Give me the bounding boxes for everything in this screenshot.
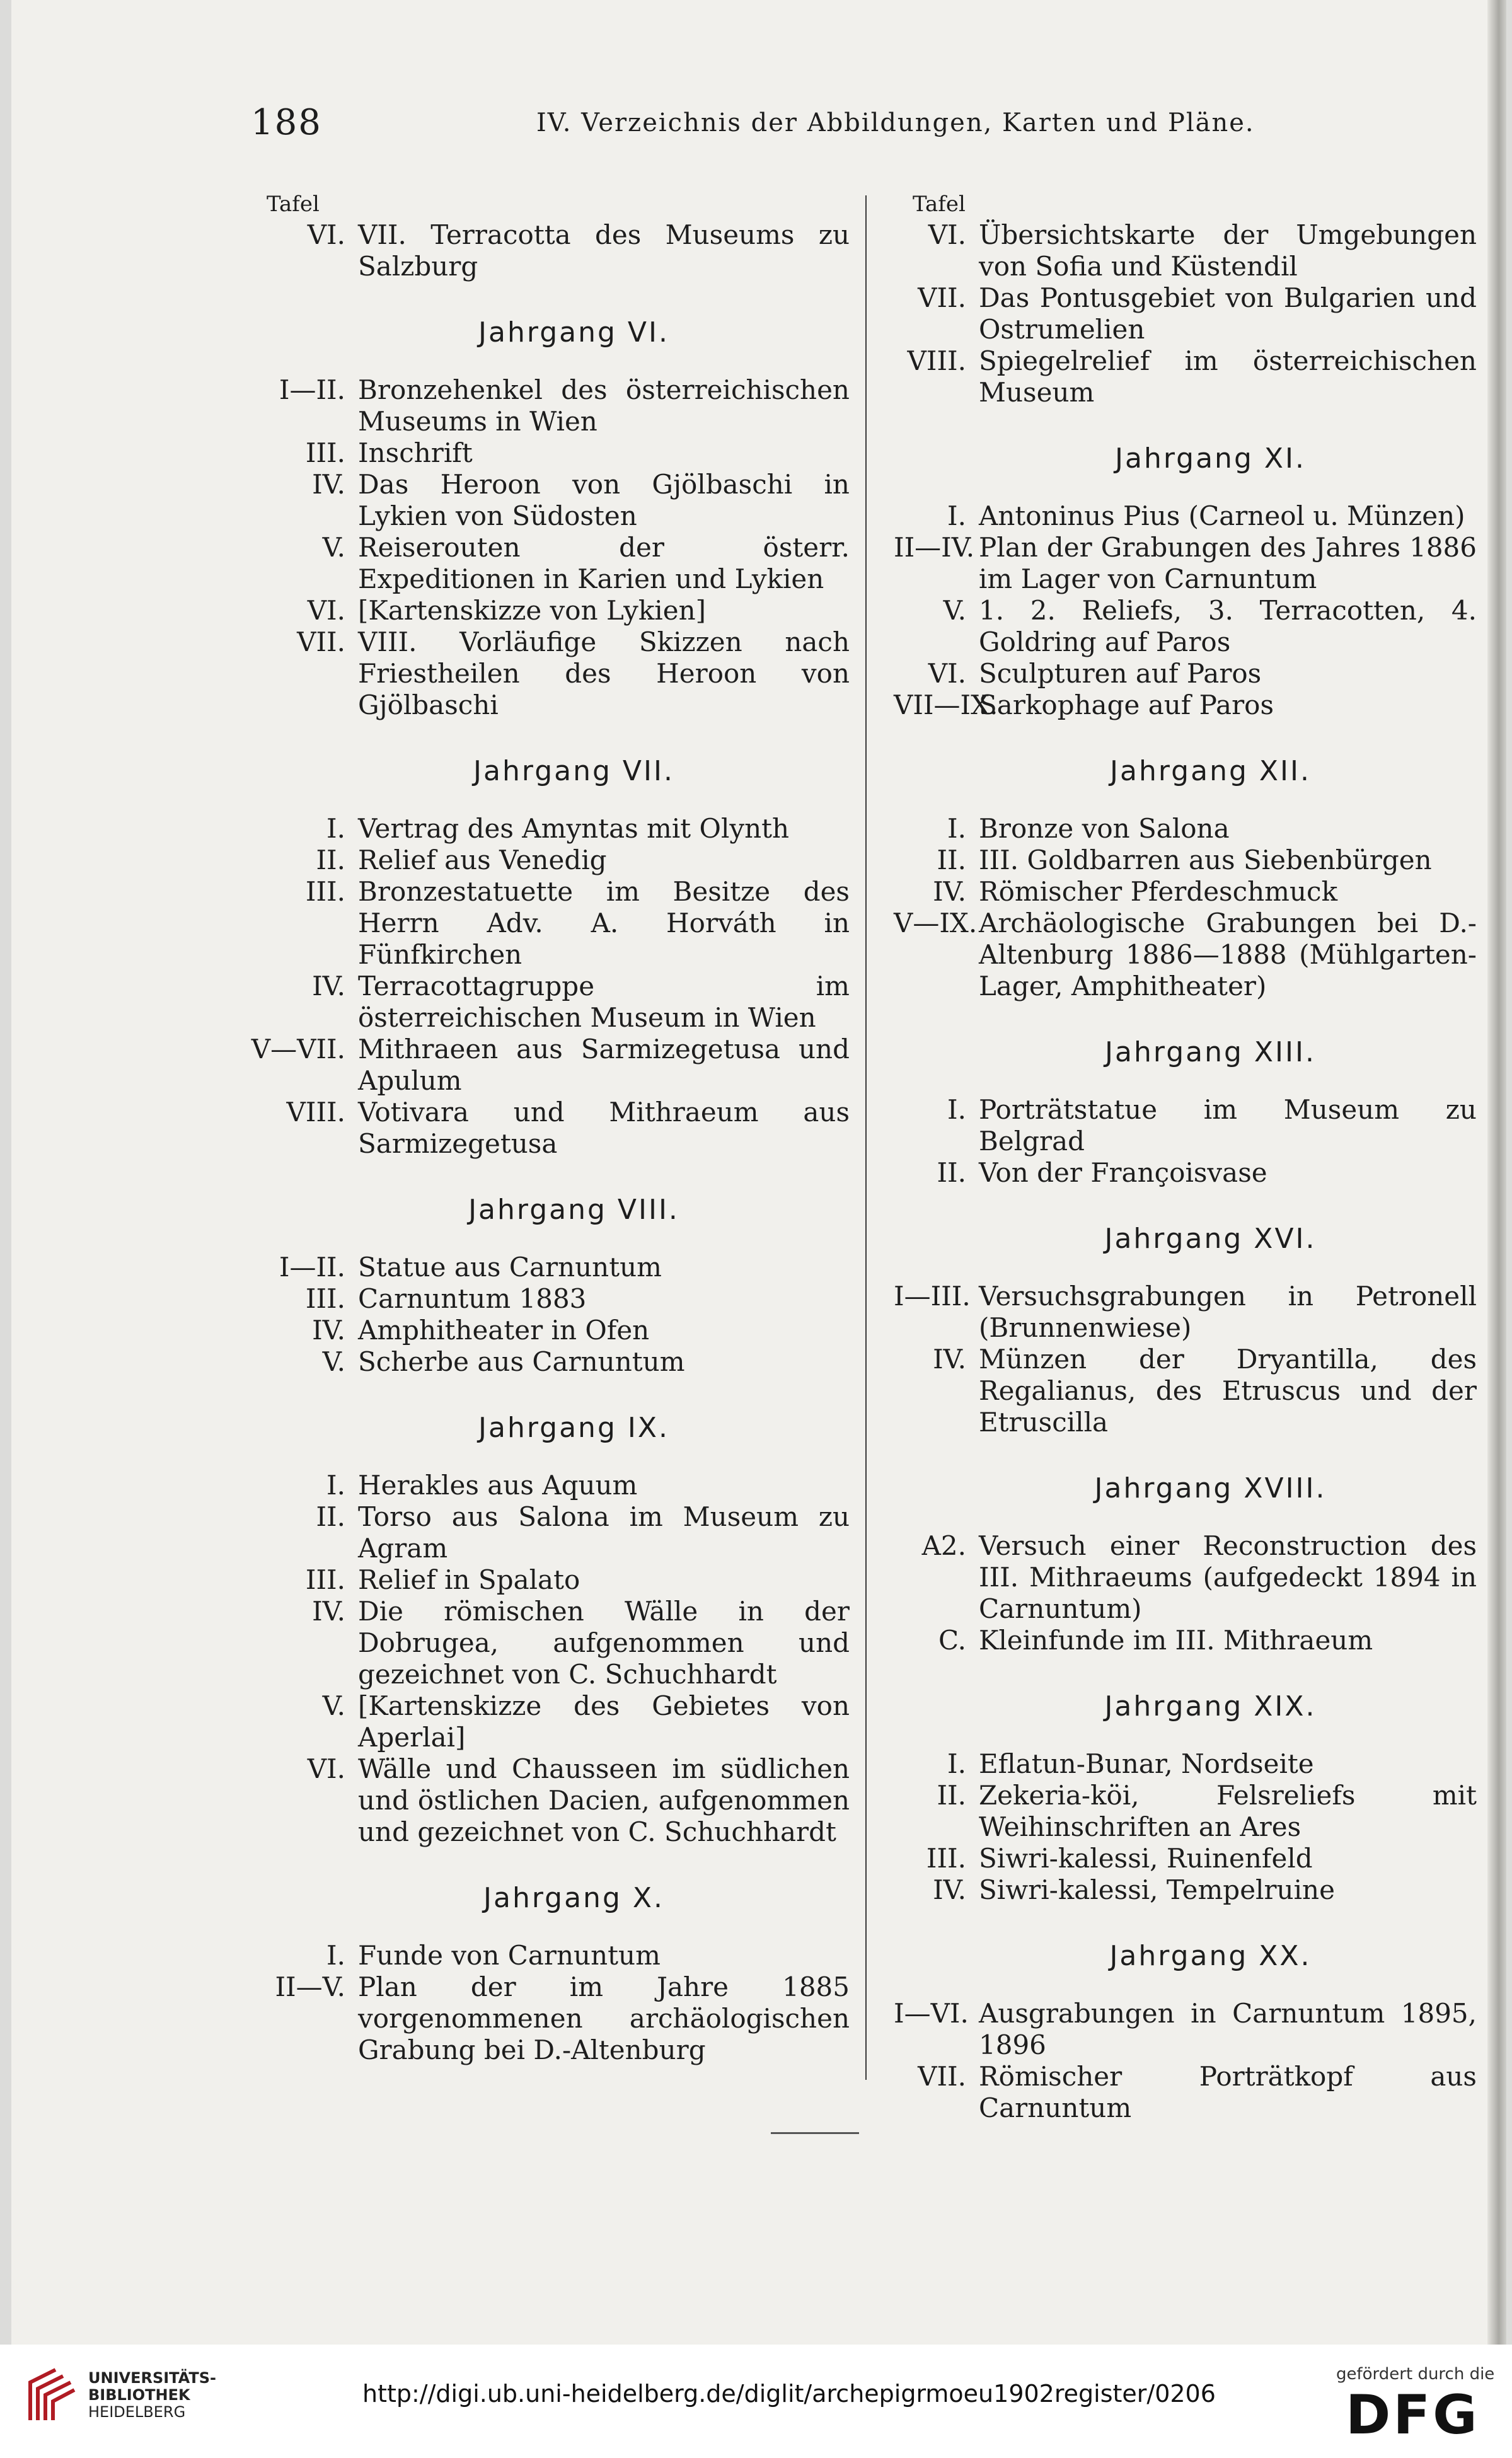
section-heading: Jahrgang VIII. — [468, 1194, 679, 1226]
plate-entry — [248, 971, 850, 1034]
plate-entry — [248, 1097, 850, 1160]
funding-label: gefördert durch die — [1336, 2365, 1495, 2384]
running-title: IV. Verzeichnis der Abbildungen, Karten und Pläne. — [536, 108, 1255, 137]
plate-entry — [248, 1971, 850, 2066]
section-heading: Jahrgang VI. — [478, 316, 669, 349]
plate-entry — [248, 1940, 850, 1971]
plate-number: VII. — [918, 282, 966, 313]
plate-entry — [894, 1281, 1477, 1344]
plate-title: Übersichtskarte der Umgebungen von Sofia und Küstendil — [979, 219, 1477, 282]
plate-number: VI. — [307, 595, 345, 626]
plate-title: VII. Terracotta des Museums zu Salzburg — [358, 219, 850, 282]
plate-entry — [894, 845, 1477, 876]
plate-entry — [894, 1344, 1477, 1438]
plate-number: C. — [938, 1625, 966, 1656]
plate-title: Sarkophage auf Paros — [979, 690, 1274, 720]
plate-title: Wälle und Chausseen im südlichen und östlichen Dacien, aufgenommen und gezeichnet von C. Schuchhardt — [358, 1753, 850, 1847]
plate-entry — [894, 1157, 1477, 1189]
plate-number: VI. — [307, 1753, 345, 1784]
library-logo-icon — [18, 2363, 81, 2426]
plate-entry — [894, 1998, 1477, 2061]
plate-number: III. — [305, 437, 345, 468]
running-head — [251, 95, 1480, 151]
plate-title: Porträtstatue im Museum zu Belgrad — [979, 1094, 1477, 1157]
plate-number: VIII. — [907, 345, 966, 376]
plate-number: II. — [937, 1157, 966, 1188]
plate-number: I. — [326, 1470, 345, 1501]
plate-title: Versuchsgrabungen in Petronell (Brunnenwiese) — [979, 1281, 1477, 1343]
right-column — [894, 189, 1477, 2124]
plate-title: Carnuntum 1883 — [358, 1283, 587, 1314]
plate-number: VII—IX. — [894, 690, 998, 720]
plate-title: Spiegelrelief im österreichischen Museum — [979, 345, 1477, 408]
plate-title: 1. 2. Reliefs, 3. Terracotten, 4. Goldring auf Paros — [979, 595, 1477, 657]
plate-title: Amphitheater in Ofen — [358, 1315, 650, 1346]
plate-number: IV. — [933, 1874, 966, 1905]
plate-number: III. — [926, 1843, 966, 1874]
plate-title: Inschrift — [358, 437, 473, 468]
page-number: 188 — [251, 102, 322, 143]
plate-entry — [248, 1564, 850, 1596]
plate-entry — [894, 345, 1477, 408]
tafel-label: Tafel — [913, 192, 966, 217]
section-heading: Jahrgang XVIII. — [1094, 1472, 1327, 1504]
plate-title: Ausgrabungen in Carnuntum 1895, 1896 — [979, 1998, 1477, 2060]
page-edge — [1487, 0, 1506, 2345]
plate-number: I. — [947, 1748, 966, 1779]
plate-number: A2. — [921, 1530, 966, 1561]
plate-entry — [248, 1753, 850, 1848]
plate-title: Plan der im Jahre 1885 vorgenommenen archäologischen Grabung bei D.-Altenburg — [358, 1971, 850, 2065]
plate-entry — [248, 219, 850, 282]
plate-entry — [248, 1346, 850, 1378]
plate-number: III. — [305, 1283, 345, 1314]
plate-number: VIII. — [286, 1097, 345, 1128]
plate-title: [Kartenskizze des Gebietes von Aperlai] — [358, 1690, 850, 1753]
plate-title: Eflatun-Bunar, Nordseite — [979, 1748, 1314, 1779]
plate-number: VII. — [918, 2061, 966, 2092]
plate-entry — [248, 845, 850, 876]
plate-title: Siwri-kalessi, Tempelruine — [979, 1874, 1335, 1905]
plate-title: Römischer Pferdeschmuck — [979, 876, 1338, 907]
left-column — [248, 189, 850, 2066]
plate-title: Relief in Spalato — [358, 1564, 580, 1595]
plate-title: Römischer Porträtkopf aus Carnuntum — [979, 2061, 1477, 2123]
column-divider — [865, 195, 867, 2080]
plate-number: I—II. — [279, 374, 345, 405]
plate-entry — [248, 626, 850, 721]
plate-number: VI. — [928, 658, 966, 689]
plate-entry — [248, 876, 850, 971]
plate-entry — [894, 219, 1477, 282]
permalink-url[interactable]: http://digi.ub.uni-heidelberg.de/diglit/archepigrmoeu1902register/0206 — [362, 2380, 1216, 2408]
section-heading: Jahrgang XIII. — [1105, 1036, 1316, 1068]
section-heading: Jahrgang XII. — [1110, 755, 1311, 787]
plate-number: I. — [947, 813, 966, 844]
plate-entry — [894, 813, 1477, 845]
plate-title: Scherbe aus Carnuntum — [358, 1346, 685, 1377]
plate-number: I. — [326, 813, 345, 844]
plate-number: IV. — [312, 1315, 345, 1346]
plate-title: Reiserouten der österr. Expeditionen in Karien und Lykien — [358, 532, 850, 594]
plate-title: Das Heroon von Gjölbaschi in Lykien von Südosten — [358, 469, 850, 531]
plate-number: III. — [305, 1564, 345, 1595]
plate-number: IV. — [312, 971, 345, 1001]
plate-title: Zekeria-köi, Felsreliefs mit Weihinschriften an Ares — [979, 1780, 1477, 1842]
plate-entry — [248, 1252, 850, 1283]
plate-title: Funde von Carnuntum — [358, 1940, 661, 1971]
plate-number: II—V. — [275, 1971, 345, 2002]
plate-title: Das Pontusgebiet von Bulgarien und Ostrumelien — [979, 282, 1477, 345]
plate-title: III. Goldbarren aus Siebenbürgen — [979, 845, 1432, 875]
library-line-2: BIBLIOTHEK — [88, 2386, 190, 2404]
plate-number: I. — [947, 1094, 966, 1125]
plate-title: Die römischen Wälle in der Dobrugea, aufgenommen und gezeichnet von C. Schuchhardt — [358, 1596, 850, 1690]
plate-entry — [894, 282, 1477, 345]
plate-entry — [248, 813, 850, 845]
section-heading: Jahrgang XVI. — [1104, 1223, 1317, 1255]
library-line-3: HEIDELBERG — [88, 2403, 186, 2421]
plate-entry — [894, 690, 1477, 721]
plate-number: II—IV. — [894, 532, 975, 563]
plate-entry — [248, 469, 850, 532]
plate-title: Plan der Grabungen des Jahres 1886 im Lager von Carnuntum — [979, 532, 1477, 594]
plate-entry — [894, 876, 1477, 908]
plate-entry — [894, 1530, 1477, 1625]
plate-entry — [248, 1283, 850, 1315]
section-heading: Jahrgang XX. — [1109, 1940, 1312, 1972]
plate-title: Terracottagruppe im österreichischen Museum in Wien — [358, 971, 850, 1033]
plate-number: VI. — [928, 219, 966, 250]
plate-entry — [894, 532, 1477, 595]
plate-number: V—IX. — [894, 908, 978, 938]
plate-entry — [894, 500, 1477, 532]
plate-title: Archäologische Grabungen bei D.-Altenburg 1886—1888 (Mühlgarten-Lager, Amphitheater) — [979, 908, 1477, 1001]
plate-number: III. — [305, 876, 345, 907]
plate-number: V. — [322, 1690, 345, 1721]
plate-title: Münzen der Dryantilla, des Regalianus, des Etruscus und der Etruscilla — [979, 1344, 1477, 1438]
plate-title: [Kartenskizze von Lykien] — [358, 595, 707, 626]
plate-entry — [248, 595, 850, 626]
plate-title: Relief aus Venedig — [358, 845, 607, 875]
plate-number: V. — [943, 595, 966, 626]
plate-title: Votivara und Mithraeum aus Sarmizegetusa — [358, 1097, 850, 1159]
plate-number: IV. — [933, 876, 966, 907]
plate-entry — [248, 1596, 850, 1690]
plate-entry — [248, 1034, 850, 1097]
plate-number: I—VI. — [894, 1998, 969, 2029]
plate-entry — [894, 1625, 1477, 1656]
plate-number: VII. — [297, 626, 345, 657]
footer-bar — [0, 2345, 1512, 2458]
plate-number: II. — [316, 845, 345, 875]
plate-entry — [894, 1843, 1477, 1874]
plate-entry — [894, 1748, 1477, 1780]
plate-entry — [248, 532, 850, 595]
plate-title: Mithraeen aus Sarmizegetusa und Apulum — [358, 1034, 850, 1096]
plate-title: Herakles aus Aquum — [358, 1470, 638, 1501]
plate-entry — [894, 2061, 1477, 2124]
plate-title: Torso aus Salona im Museum zu Agram — [358, 1501, 850, 1564]
plate-title: Siwri-kalessi, Ruinenfeld — [979, 1843, 1313, 1874]
plate-number: I—II. — [279, 1252, 345, 1283]
plate-entry — [248, 1501, 850, 1564]
library-name — [88, 2370, 216, 2421]
plate-title: Antoninus Pius (Carneol u. Münzen) — [979, 500, 1465, 531]
plate-number: II. — [937, 1780, 966, 1811]
library-line-1: UNIVERSITÄTS- — [88, 2369, 217, 2387]
plate-entry — [894, 1094, 1477, 1157]
plate-number: IV. — [312, 1596, 345, 1627]
plate-number: I. — [947, 500, 966, 531]
plate-title: Vertrag des Amyntas mit Olynth — [358, 813, 790, 844]
plate-entry — [248, 374, 850, 437]
plate-title: Statue aus Carnuntum — [358, 1252, 662, 1283]
plate-number: II. — [937, 845, 966, 875]
plate-title: Bronze von Salona — [979, 813, 1230, 844]
plate-entry — [248, 437, 850, 469]
plate-title: Bronzehenkel des österreichischen Museums in Wien — [358, 374, 850, 437]
dfg-logo: DFG — [1346, 2384, 1480, 2447]
plate-entry — [894, 908, 1477, 1002]
scanned-page — [11, 0, 1506, 2345]
tafel-label: Tafel — [267, 192, 320, 217]
plate-number: VI. — [307, 219, 345, 250]
plate-number: IV. — [933, 1344, 966, 1375]
plate-number: V. — [322, 1346, 345, 1377]
plate-entry — [894, 658, 1477, 690]
plate-title: VIII. Vorläufige Skizzen nach Friestheilen des Heroon von Gjölbaschi — [358, 626, 850, 720]
plate-title: Von der Françoisvase — [979, 1157, 1267, 1188]
section-heading: Jahrgang XI. — [1115, 442, 1306, 475]
plate-title: Kleinfunde im III. Mithraeum — [979, 1625, 1373, 1656]
plate-number: V. — [322, 532, 345, 563]
section-heading: Jahrgang XIX. — [1104, 1690, 1317, 1722]
plate-number: I. — [326, 1940, 345, 1971]
plate-entry — [894, 595, 1477, 658]
plate-number: IV. — [312, 469, 345, 500]
plate-entry — [248, 1690, 850, 1753]
plate-entry — [248, 1470, 850, 1501]
plate-number: I—III. — [894, 1281, 971, 1312]
section-heading: Jahrgang VII. — [473, 755, 674, 787]
end-rule — [771, 2132, 859, 2134]
plate-title: Versuch einer Reconstruction des III. Mithraeums (aufgedeckt 1894 in Carnuntum) — [979, 1530, 1477, 1624]
section-heading: Jahrgang X. — [483, 1882, 664, 1914]
plate-entry — [248, 1315, 850, 1346]
plate-number: V—VII. — [251, 1034, 345, 1065]
plate-title: Bronzestatuette im Besitze des Herrn Adv. A. Horváth in Fünfkirchen — [358, 876, 850, 970]
plate-number: II. — [316, 1501, 345, 1532]
section-heading: Jahrgang IX. — [478, 1412, 669, 1444]
plate-title: Sculpturen auf Paros — [979, 658, 1262, 689]
plate-entry — [894, 1780, 1477, 1843]
plate-entry — [894, 1874, 1477, 1906]
